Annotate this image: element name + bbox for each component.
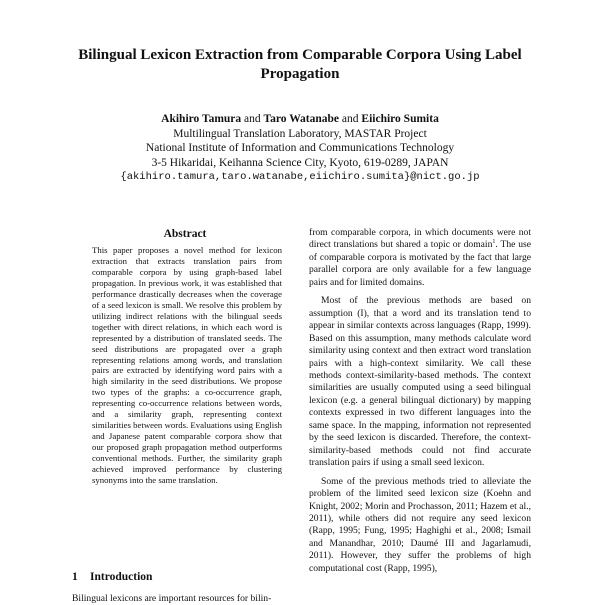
paragraph-text: from comparable corpora, in which documents were not direct translations but shared a topic or domain [309, 227, 531, 251]
body-paragraph: Most of the previous methods are based on assumption (I), that a word and its translation tend to appear in similar contexts across languages (Rapp, 1999). Based on this assumption, many methods calculate word similarity using context and then extract word translation pairs with a high-context similarity. We call these methods context-similarity-based methods. The context similarities are usually computed using a seed bilingual lexicon (e.g. a general bilingual dictionary) by mapping contexts expressed in two different languages into the same space. In the mapping, information not represented by the seed lexicon is discarded. Therefore, the context-similarity-based methods could not find accurate translation pairs if using a small seed lexicon. [309, 295, 531, 469]
author-separator: and [341, 113, 359, 125]
intro-first-line: Bilingual lexicons are important resources for bilin- [72, 593, 272, 604]
body-paragraph: Some of the previous methods tried to alleviate the problem of the limited seed lexicon size (Koehn and Knight, 2002; Morin and Prochasson, 2011; Hazem et al., 2011), while others did not require any seed lexicon (Rapp, 1995; Fung, 1995; Haghighi et al., 2008; Ismail and Manandhar, 2010; Daumé III and Jagarlamudi, 2011). However, they suffer the problems of high computational cost (Rapp, 1995), [309, 475, 531, 574]
section-title: Introduction [90, 571, 153, 583]
author-address: 3-5 Hikaridai, Keihanna Science City, Kyoto, 619-0289, JAPAN [151, 156, 449, 169]
author-separator: and [244, 113, 261, 125]
right-column [309, 227, 531, 575]
author-name: Eiichiro Sumita [361, 113, 439, 125]
abstract-text: This paper proposes a novel method for lexicon extraction that extracts translation pairs from comparable corpora by using graph-based label propagation. In previous work, it was established that performance drastically decreases when the coverage of a seed lexicon is small. We resolve this problem by utilizing indirect relations with the bilingual seeds together with direct relations, in which each word is represented by a distribution of translated seeds. The seed distributions are propagated over a graph representing relations among words, and translation pairs are extracted by identifying word pairs with a high similarity in the seed distributions. We propose two types of the graphs: a co-occurrence graph, representing co-occurrence relations between words, and a similarity graph, representing context similarities between words. Evaluations using English and Japanese patent comparable corpora show that our proposed graph propagation method outperforms conventional methods. Further, the similarity graph achieved improved performance by clustering synonyms into the same translation. [92, 245, 282, 486]
author-email: {akihiro.tamura,taro.watanabe,eiichiro.sumita}@nict.go.jp [120, 171, 480, 184]
author-block [60, 112, 540, 185]
author-name: Akihiro Tamura [161, 113, 242, 125]
body-paragraph [309, 227, 531, 289]
paragraph-text: . The use of comparable corpora is motivated by the fact that large parallel corpora are only available for a few language pairs and for limited domains. [309, 239, 531, 288]
author-affiliation: Multilingual Translation Laboratory, MASTAR Project [173, 127, 427, 140]
author-names [60, 112, 540, 127]
author-name: Taro Watanabe [263, 113, 340, 125]
abstract-heading: Abstract [163, 228, 207, 240]
section-number: 1 [72, 571, 78, 583]
footnote-marker: 1 [492, 239, 496, 246]
section-heading [72, 571, 152, 583]
paper-title: Bilingual Lexicon Extraction from Comparable Corpora Using Label Propagation [78, 47, 522, 82]
author-institute: National Institute of Information and Communications Technology [145, 142, 455, 155]
